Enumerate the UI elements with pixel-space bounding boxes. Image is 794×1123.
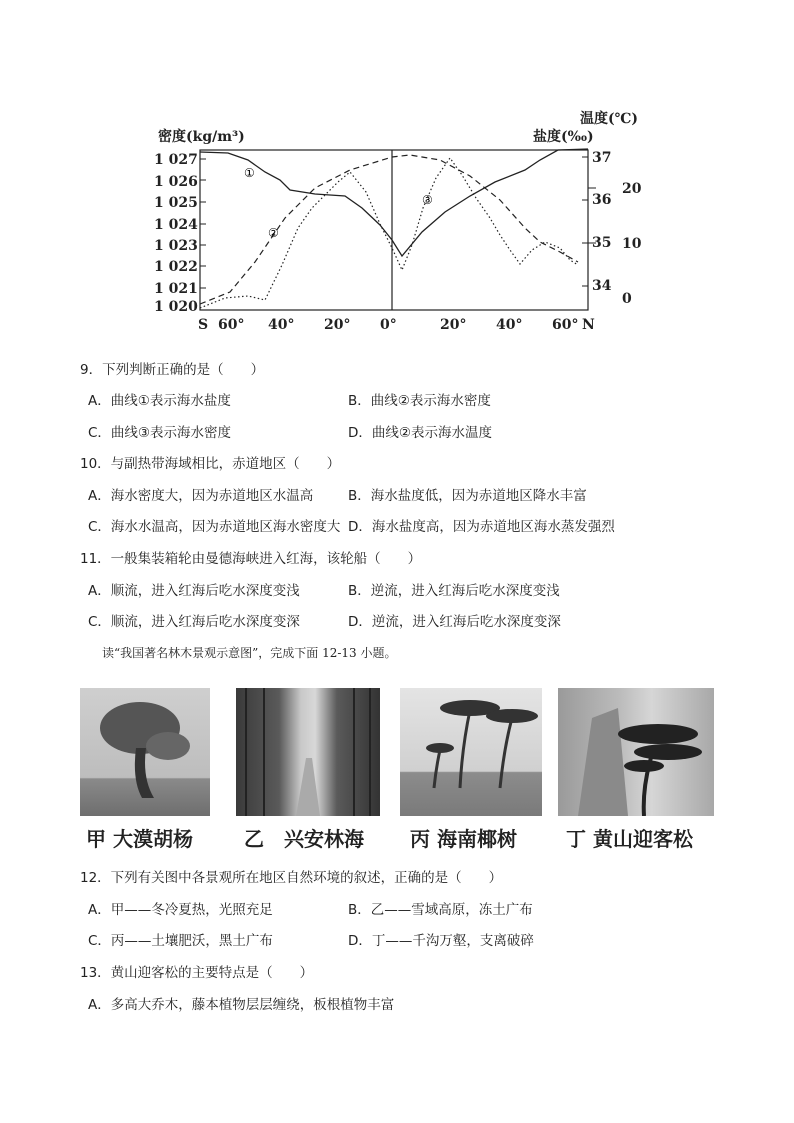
density-ticks — [154, 152, 198, 315]
x-tick: S — [198, 317, 209, 333]
caption-bing: 丙 海南椰树 — [410, 827, 517, 851]
x-tick: 40° — [268, 317, 295, 333]
density-tick: 1 021 — [154, 281, 198, 297]
q9-option-d[interactable]: D．曲线②表示海水温度 — [348, 425, 492, 441]
temperature-tick: 10 — [622, 236, 642, 252]
q12-option-d[interactable]: D．丁——千沟万壑，支离破碎 — [348, 933, 534, 949]
density-tick: 1 022 — [154, 259, 198, 275]
density-tick: 1 025 — [154, 195, 198, 211]
photo-ding-pine — [558, 688, 714, 816]
x-tick: 0° — [380, 317, 397, 333]
density-tick: 1 020 — [154, 299, 198, 315]
curve-3-label: ③ — [422, 193, 433, 207]
density-tick: 1 024 — [154, 217, 198, 233]
q9-option-c[interactable]: C．曲线③表示海水密度 — [88, 425, 232, 441]
caption-ding: 丁 黄山迎客松 — [566, 827, 693, 851]
salinity-axis-title: 盐度(‰) — [533, 129, 594, 145]
x-tick: 40° — [496, 317, 523, 333]
question-12-stem: 12．下列有关图中各景观所在地区自然环境的叙述，正确的是（ ） — [80, 870, 503, 886]
q9-option-b[interactable]: B．曲线②表示海水密度 — [348, 393, 491, 409]
plot-frame — [200, 150, 588, 310]
q10-option-a[interactable]: A．海水密度大，因为赤道地区水温高 — [88, 488, 314, 504]
q12-option-c[interactable]: C．丙——土壤肥沃，黑土广布 — [88, 933, 273, 949]
temperature-axis-title: 温度(℃) — [580, 111, 639, 127]
salinity-tick: 35 — [592, 235, 612, 251]
q10-option-c[interactable]: C．海水水温高，因为赤道地区海水密度大 — [88, 519, 341, 535]
curve-2-label: ② — [268, 226, 279, 240]
question-13-stem: 13．黄山迎客松的主要特点是（ ） — [80, 965, 314, 981]
x-tick: 60° — [552, 317, 579, 333]
temperature-tick: 0 — [622, 291, 632, 307]
curve-1-label: ① — [244, 166, 255, 180]
curve-1-line — [200, 149, 588, 256]
curve-2-line — [200, 155, 578, 304]
palm-tree-icon — [400, 688, 542, 816]
temperature-ticks — [622, 181, 642, 307]
x-tick: N — [582, 317, 595, 333]
salinity-ticks — [592, 150, 612, 294]
right-tick-marks — [582, 157, 596, 286]
x-tick: 20° — [324, 317, 351, 333]
photo-yi-forest — [236, 688, 380, 816]
salinity-tick: 34 — [592, 278, 612, 294]
q10-option-d[interactable]: D．海水盐度高，因为赤道地区海水蒸发强烈 — [348, 519, 615, 535]
question-11-stem: 11．一般集装箱轮由曼德海峡进入红海，该轮船（ ） — [80, 551, 422, 567]
caption-jia: 甲 大漠胡杨 — [86, 827, 193, 851]
q12-option-b[interactable]: B．乙——雪域高原，冻土广布 — [348, 902, 533, 918]
salinity-tick: 36 — [592, 192, 612, 208]
forest-road-icon — [236, 688, 380, 816]
q12-option-a[interactable]: A．甲——冬冷夏热，光照充足 — [88, 902, 273, 918]
x-tick: 20° — [440, 317, 467, 333]
curve-3-line — [200, 158, 578, 308]
density-tick: 1 023 — [154, 238, 198, 254]
density-tick: 1 026 — [154, 174, 198, 190]
ocean-properties-chart — [140, 100, 660, 340]
photo-jia-populus — [80, 688, 210, 816]
density-tick: 1 027 — [154, 152, 198, 168]
question-9-stem: 9．下列判断正确的是（ ） — [80, 362, 265, 378]
section-intro: 读“我国著名林木景观示意图”，完成下面 12-13 小题。 — [102, 646, 397, 660]
q13-option-a[interactable]: A．多高大乔木，藤本植物层层缠绕，板根植物丰富 — [88, 997, 395, 1013]
q11-option-d[interactable]: D．逆流，进入红海后吃水深度变深 — [348, 614, 561, 630]
q10-option-b[interactable]: B．海水盐度低，因为赤道地区降水丰富 — [348, 488, 587, 504]
photo-bing-coconut — [400, 688, 542, 816]
question-10-stem: 10．与副热带海域相比，赤道地区（ ） — [80, 456, 341, 472]
q11-option-b[interactable]: B．逆流，进入红海后吃水深度变浅 — [348, 583, 560, 599]
temperature-tick: 20 — [622, 181, 642, 197]
populus-tree-icon — [80, 688, 210, 816]
q11-option-c[interactable]: C．顺流，进入红海后吃水深度变深 — [88, 614, 300, 630]
q11-option-a[interactable]: A．顺流，进入红海后吃水深度变浅 — [88, 583, 300, 599]
q9-option-a[interactable]: A．曲线①表示海水盐度 — [88, 393, 231, 409]
pine-tree-icon — [558, 688, 714, 816]
left-tick-marks — [200, 159, 206, 288]
salinity-tick: 37 — [592, 150, 612, 166]
x-ticks — [198, 317, 595, 333]
density-axis-title: 密度(kg/m³) — [158, 129, 245, 145]
caption-yi: 乙 兴安林海 — [244, 827, 364, 851]
x-tick: 60° — [218, 317, 245, 333]
